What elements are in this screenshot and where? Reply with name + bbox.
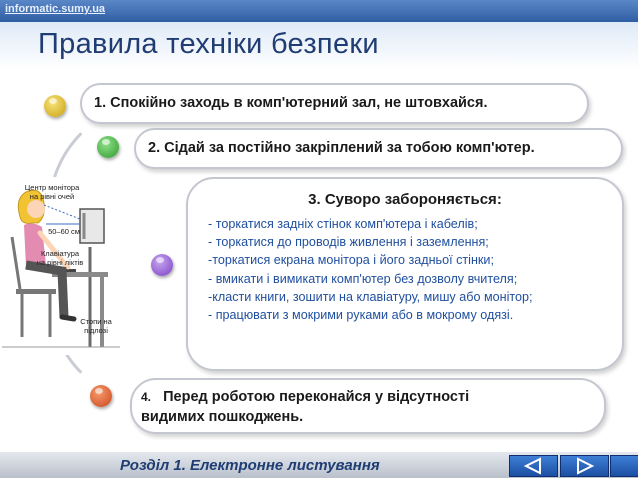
list-item: - працювати з мокрими руками або в мокрому одязі. [208, 308, 514, 323]
rule-3-box [186, 177, 624, 371]
site-link[interactable]: informatic.sumy.ua [5, 3, 106, 15]
next-button[interactable] [560, 455, 609, 477]
bullet-green-icon [97, 136, 119, 158]
list-item: -класти книги, зошити на клавіатуру, мишу або монітор; [208, 289, 533, 304]
bullet-yellow-icon [44, 95, 66, 117]
list-item: -торкатися екрана монітора і його задньої стінки; [208, 253, 494, 268]
rule-3-heading: 3. Суворо забороняється: [308, 191, 502, 208]
label-distance: 50–60 см [48, 227, 80, 236]
list-item: - вмикати і вимикати комп'ютер без дозволу вчителя; [208, 271, 518, 286]
rule-2-box [134, 128, 623, 169]
next-arrow-icon [561, 456, 608, 476]
prohibited-list [208, 215, 533, 324]
nav-edge-button [610, 455, 638, 477]
prev-button[interactable] [509, 455, 558, 477]
rule-1-box [80, 83, 589, 124]
label-monitor: Центр монітора на рівні очей [24, 183, 80, 201]
label-legs: Стопи на підлозі [80, 317, 112, 335]
rule-4-line2: видимих пошкоджень. [141, 409, 304, 425]
rule-4-line1: Перед роботою переконайся у відсутності [163, 389, 470, 405]
posture-illustration [2, 177, 120, 355]
rule-1-text: 1. Спокійно заходь в комп'ютерний зал, не штовхайся. [94, 95, 488, 111]
page-title: Правила техніки безпеки [38, 28, 379, 60]
rule-4-number: 4. [141, 390, 152, 404]
rule-2-text: 2. Сідай за постійно закріплений за тобою комп'ютер. [148, 140, 535, 156]
bullet-purple-icon [151, 254, 173, 276]
footer-section-title: Розділ 1. Електронне листування [120, 457, 380, 474]
rule-4-box [130, 378, 606, 434]
list-item: - торкатися до проводів живлення і заземлення; [208, 235, 489, 250]
prev-arrow-icon [510, 456, 557, 476]
bullet-orange-icon [90, 385, 112, 407]
list-item: - торкатися задніх стінок комп'ютера і кабелів; [208, 217, 478, 231]
label-keyboard: Клавіатура на рівні ліктів [36, 249, 84, 267]
